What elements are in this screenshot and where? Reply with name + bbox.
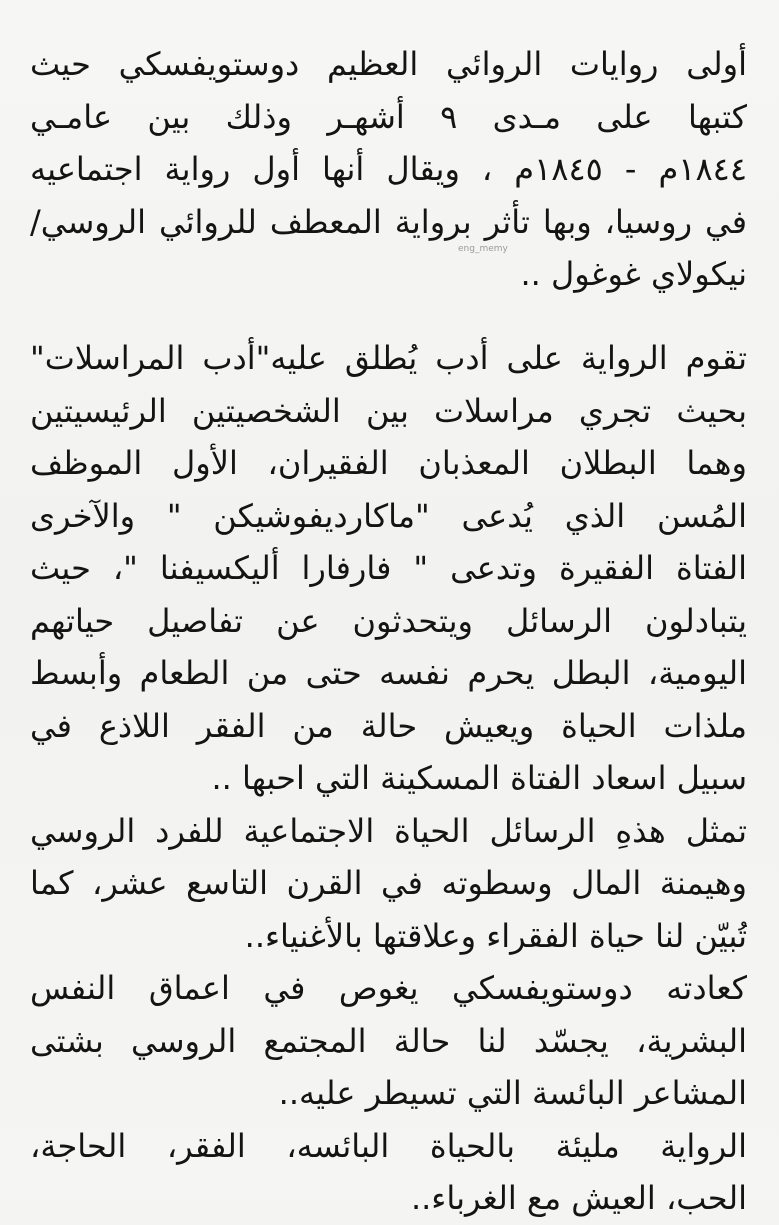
- intro-paragraph: [30, 38, 747, 301]
- text-line: أولى روايات الروائي العظيم دوستويفسكي حيث: [30, 45, 747, 83]
- text-line: ملذات الحياة ويعيش حالة من الفقر اللاذع في: [30, 706, 747, 745]
- text-line: الرواية مليئة بالحياة البائسه، الفقر، الحاجة،: [30, 1126, 747, 1165]
- text-line: سبيل اسعاد الفتاة المسكينة التي احبها ..: [211, 759, 747, 797]
- text-line: وهيمنة المال وسطوته في القرن التاسع عشر، كما: [30, 864, 747, 902]
- text-line: يتبادلون الرسائل ويتحدثون عن تفاصيل حياتهم: [30, 601, 747, 640]
- text-line: اليومية، البطل يحرم نفسه حتى من الطعام وأبسط: [30, 654, 747, 692]
- text-line: كعادته دوستويفسكي يغوص في اعماق النفس: [30, 969, 747, 1007]
- text-line: تقوم الرواية على أدب يُطلق عليه"أدب المراسلات": [30, 339, 747, 377]
- text-line: في روسيا، وبها تأثر برواية المعطف للروائي الروسي/: [30, 202, 747, 241]
- text-line: وهما البطلان المعذبان الفقيران، الأول الموظف: [30, 444, 747, 482]
- text-line: الحب، العيش مع الغرباء..: [410, 1179, 747, 1217]
- watermark: eng_memy: [458, 244, 508, 254]
- text-line: تُبيّن لنا حياة الفقراء وعلاقتها بالأغنياء..: [244, 916, 747, 955]
- text-line: البشرية، يجسّد لنا حالة المجتمع الروسي بشتى: [30, 1021, 747, 1060]
- text-line: تمثل هذهِ الرسائل الحياة الاجتماعية للفرد الروسي: [30, 811, 747, 850]
- text-line: الفتاة الفقيرة وتدعى " فارفارا أليكسيفنا "، حيث: [30, 549, 747, 587]
- body-paragraph: [30, 332, 747, 1225]
- text-line: المُسن الذي يُدعى "ماكارديفوشيكن " والآخرى: [30, 496, 747, 535]
- text-line: المشاعر البائسة التي تسيطر عليه..: [278, 1074, 747, 1112]
- text-line: كتبها على مـدى ٩ أشهـر وذلك بين عامـي: [30, 97, 747, 136]
- text-line: ١٨٤٤م - ١٨٤٥م ، ويقال أنها أول رواية اجتماعيه: [30, 150, 747, 188]
- text-line: نيكولاي غوغول ..: [520, 255, 747, 293]
- text-line: بحيث تجري مراسلات بين الشخصيتين الرئيسيتين: [30, 391, 747, 430]
